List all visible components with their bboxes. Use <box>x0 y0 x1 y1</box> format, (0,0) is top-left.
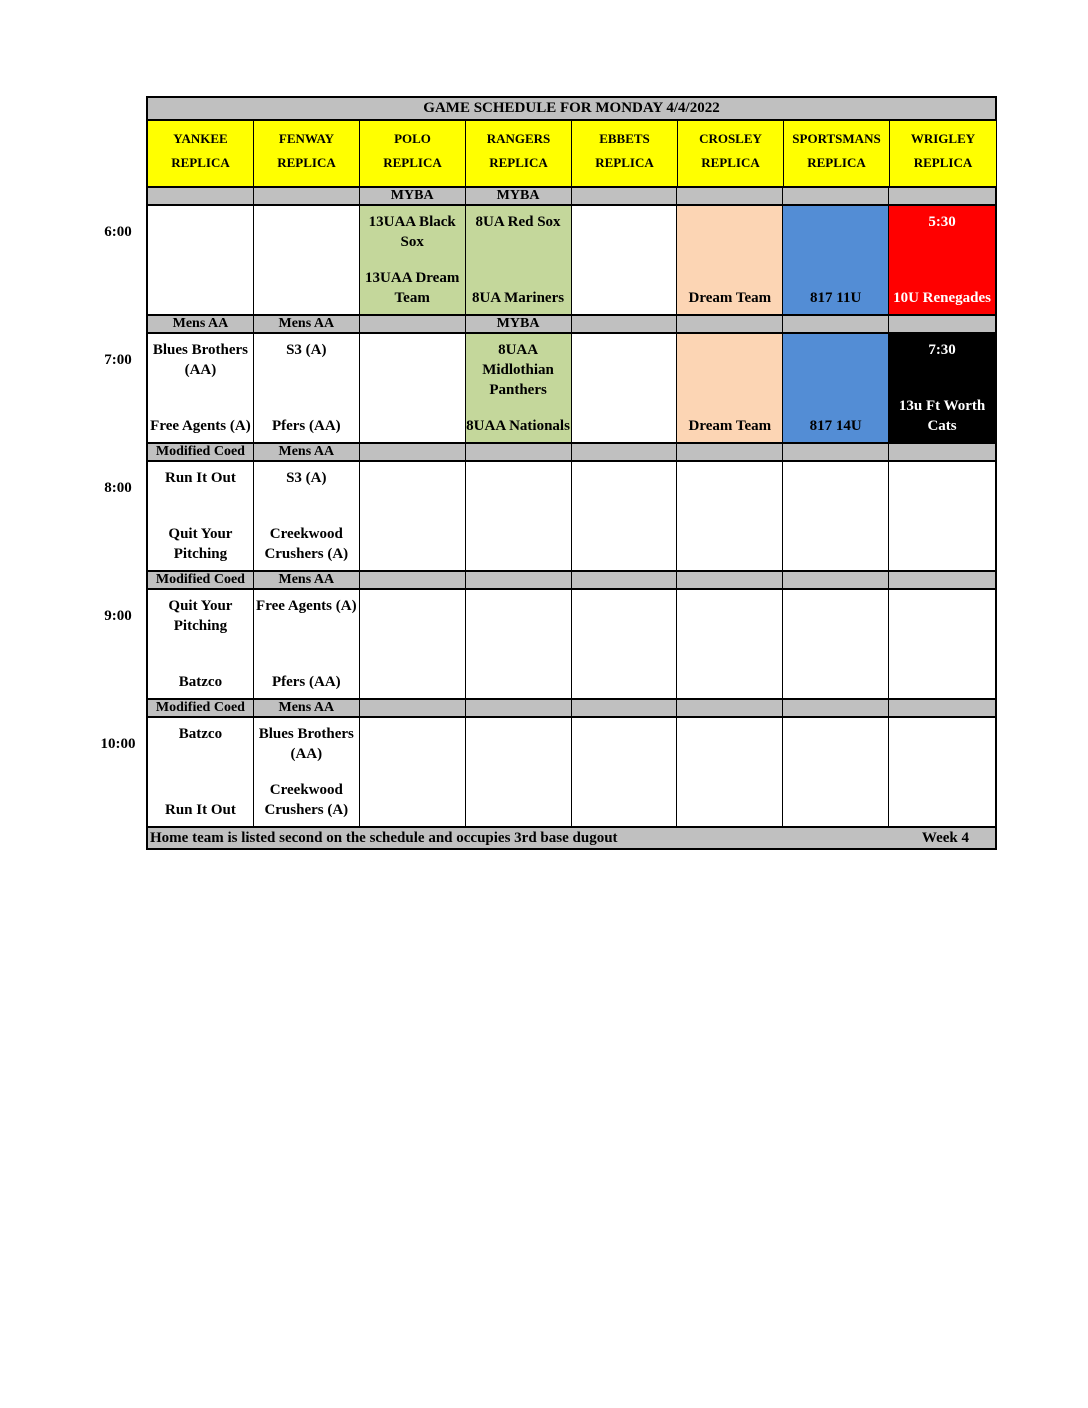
field-header-ebbets <box>572 121 678 186</box>
away-team: 13UAA Black Sox <box>368 214 456 250</box>
field-subtitle: REPLICA <box>701 155 760 170</box>
field-subtitle: REPLICA <box>277 155 336 170</box>
game-cell <box>889 718 995 826</box>
game-row <box>148 462 995 572</box>
league-label: Mens AA <box>254 572 360 588</box>
game-cell <box>677 590 783 698</box>
week-label: Week 4 <box>921 830 969 846</box>
home-team: Creekwood Crushers (A) <box>264 526 349 562</box>
league-label <box>360 700 466 716</box>
game-cell <box>783 462 889 570</box>
league-label <box>783 700 889 716</box>
field-name: RANGERS <box>486 131 551 146</box>
game-cell <box>466 718 572 826</box>
home-team: Batzco <box>178 674 223 690</box>
game-cell <box>677 334 783 442</box>
game-cell <box>889 590 995 698</box>
time-label: 7:00 <box>104 352 132 368</box>
home-team: 817 11U <box>810 290 862 306</box>
home-team: Free Agents (A) <box>150 418 251 434</box>
league-label: Mens AA <box>254 316 360 332</box>
league-label: Modified Coed <box>148 572 254 588</box>
game-cell <box>783 718 889 826</box>
time-label: 10:00 <box>100 736 136 752</box>
league-band-row <box>148 700 995 718</box>
league-label <box>572 572 678 588</box>
league-label: MYBA <box>466 316 572 332</box>
game-cell <box>677 718 783 826</box>
game-cell <box>148 590 254 698</box>
league-label: Modified Coed <box>148 444 254 460</box>
league-label <box>360 444 466 460</box>
away-team: 7:30 <box>928 342 956 358</box>
league-label <box>677 700 783 716</box>
time-label: 6:00 <box>104 224 132 240</box>
league-label <box>466 572 572 588</box>
home-team: 13UAA Dream Team <box>365 270 460 306</box>
game-cell <box>889 334 995 442</box>
field-name: FENWAY <box>278 131 335 146</box>
league-label <box>466 700 572 716</box>
field-subtitle: REPLICA <box>171 155 230 170</box>
game-cell <box>254 206 360 314</box>
game-cell <box>783 590 889 698</box>
field-header-yankee <box>148 121 254 186</box>
league-label <box>889 316 995 332</box>
game-cell <box>783 334 889 442</box>
home-team: 8UA Mariners <box>472 290 565 306</box>
game-cell <box>677 462 783 570</box>
league-band-row <box>148 316 995 334</box>
away-team: Quit Your Pitching <box>168 598 233 634</box>
league-label: Mens AA <box>254 444 360 460</box>
field-subtitle: REPLICA <box>595 155 654 170</box>
league-label <box>783 316 889 332</box>
away-team: Free Agents (A) <box>256 598 357 614</box>
away-team: 8UAA Midlothian Panthers <box>482 342 554 398</box>
game-cell <box>466 590 572 698</box>
league-label <box>254 188 360 204</box>
time-label: 8:00 <box>104 480 132 496</box>
home-team: 8UAA Nationals <box>466 418 570 434</box>
home-team: 13u Ft Worth Cats <box>898 398 986 434</box>
away-team: Blues Brothers (AA) <box>152 342 249 378</box>
game-cell <box>466 206 572 314</box>
league-label: Mens AA <box>254 700 360 716</box>
away-team: S3 (A) <box>286 342 327 358</box>
game-cell <box>360 718 466 826</box>
game-cell <box>572 206 678 314</box>
league-label <box>889 572 995 588</box>
field-subtitle: REPLICA <box>383 155 442 170</box>
league-label <box>889 444 995 460</box>
game-cell <box>572 462 678 570</box>
footer-note: Home team is listed second on the schedule and occupies 3rd base dugout <box>150 830 618 846</box>
game-cell <box>148 334 254 442</box>
game-cell <box>148 462 254 570</box>
home-team: Creekwood Crushers (A) <box>264 782 349 818</box>
game-cell <box>466 334 572 442</box>
game-row <box>148 206 995 316</box>
field-header-polo <box>360 121 466 186</box>
game-cell <box>254 718 360 826</box>
league-label <box>783 572 889 588</box>
league-label <box>677 572 783 588</box>
league-label: MYBA <box>466 188 572 204</box>
league-label <box>572 316 678 332</box>
game-cell <box>466 462 572 570</box>
home-team: Pfers (AA) <box>271 418 341 434</box>
field-subtitle: REPLICA <box>913 155 973 170</box>
league-label <box>783 444 889 460</box>
away-team: 8UA Red Sox <box>475 214 561 230</box>
game-cell <box>572 718 678 826</box>
league-label <box>677 444 783 460</box>
game-cell <box>360 334 466 442</box>
home-team: Quit Your Pitching <box>168 526 233 562</box>
league-label <box>889 188 995 204</box>
game-cell <box>254 590 360 698</box>
home-team: 10U Renegades <box>893 290 992 306</box>
field-header-rangers <box>466 121 572 186</box>
schedule-table <box>146 96 997 850</box>
field-header-wrigley <box>890 121 996 186</box>
game-cell <box>148 718 254 826</box>
game-cell <box>254 334 360 442</box>
league-label <box>572 444 678 460</box>
league-label <box>466 444 572 460</box>
league-label <box>360 316 466 332</box>
game-cell <box>889 206 995 314</box>
home-team: Pfers (AA) <box>271 674 341 690</box>
field-header-row <box>148 121 995 188</box>
away-team: Blues Brothers (AA) <box>258 726 354 762</box>
game-cell <box>889 462 995 570</box>
field-header-fenway <box>254 121 360 186</box>
field-header-crosley <box>678 121 784 186</box>
league-label <box>360 572 466 588</box>
game-row <box>148 590 995 700</box>
league-label <box>148 188 254 204</box>
field-name: SPORTSMANS <box>792 131 881 146</box>
game-row <box>148 334 995 444</box>
league-label: Modified Coed <box>148 700 254 716</box>
league-label: MYBA <box>360 188 466 204</box>
away-team: Batzco <box>178 726 223 742</box>
game-cell <box>360 590 466 698</box>
field-name: EBBETS <box>599 131 650 146</box>
away-team: Run It Out <box>165 470 236 486</box>
league-label <box>783 188 889 204</box>
field-header-sportsmans <box>784 121 890 186</box>
game-row <box>148 718 995 828</box>
league-label <box>572 700 678 716</box>
time-slots <box>148 188 995 828</box>
game-cell <box>783 206 889 314</box>
game-cell <box>148 206 254 314</box>
league-label: Mens AA <box>148 316 254 332</box>
field-subtitle: REPLICA <box>807 155 866 170</box>
field-name: YANKEE <box>173 131 228 146</box>
league-label <box>889 700 995 716</box>
time-label: 9:00 <box>104 608 132 624</box>
game-cell <box>360 206 466 314</box>
league-label <box>677 188 783 204</box>
field-subtitle: REPLICA <box>489 155 548 170</box>
away-team: 5:30 <box>928 214 956 230</box>
schedule-title: GAME SCHEDULE FOR MONDAY 4/4/2022 <box>148 98 995 121</box>
game-cell <box>572 590 678 698</box>
league-band-row <box>148 572 995 590</box>
league-band-row <box>148 444 995 462</box>
game-cell <box>572 334 678 442</box>
away-team: S3 (A) <box>286 470 327 486</box>
home-team: 817 14U <box>809 418 862 434</box>
league-band-row <box>148 188 995 206</box>
game-cell <box>677 206 783 314</box>
home-team: Dream Team <box>688 290 772 306</box>
field-name: WRIGLEY <box>910 131 976 146</box>
league-label <box>677 316 783 332</box>
field-name: POLO <box>394 131 431 146</box>
schedule-footer <box>148 828 995 848</box>
game-cell <box>360 462 466 570</box>
field-name: CROSLEY <box>699 131 762 146</box>
game-cell <box>254 462 360 570</box>
home-team: Run It Out <box>165 802 236 818</box>
league-label <box>572 188 678 204</box>
home-team: Dream Team <box>688 418 772 434</box>
